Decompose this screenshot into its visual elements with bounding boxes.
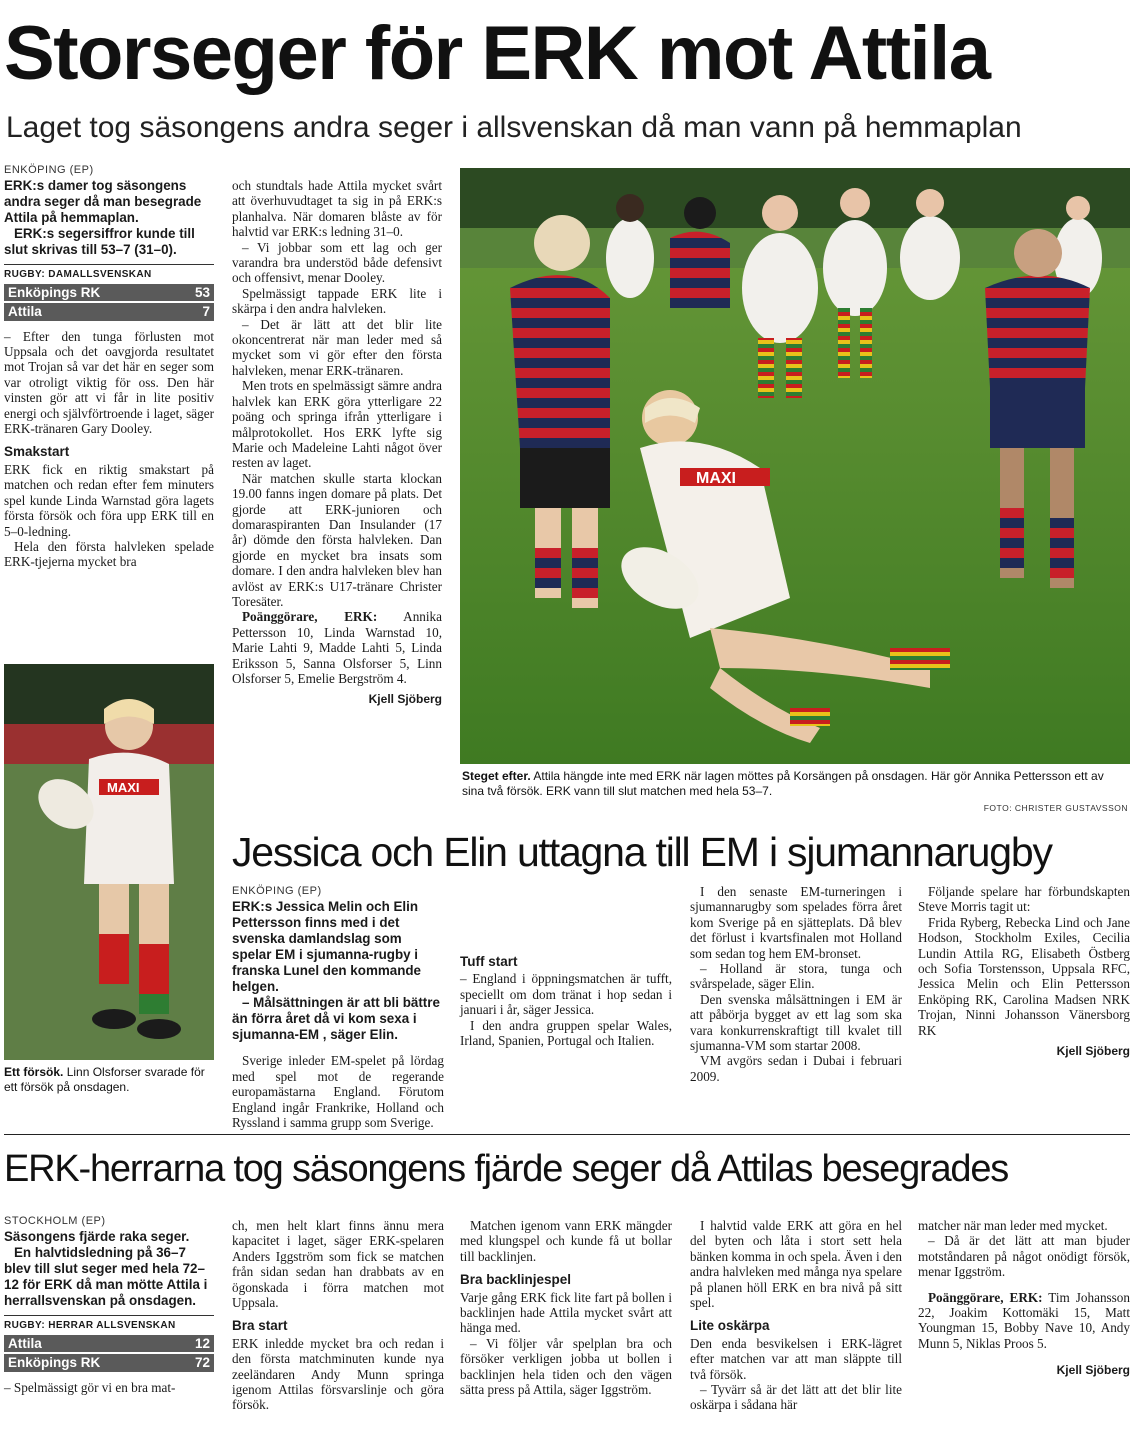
scorebox-label: RUGBY: DAMALLSVENSKAN [4, 264, 214, 283]
lead-paragraph: ERK:s damer tog säsongens andra seger då man besegrade Attila på hemmaplan. [4, 178, 202, 226]
body-paragraph: matcher när man leder med mycket. [918, 1218, 1108, 1233]
lead-text [232, 899, 444, 1043]
score-row [4, 303, 214, 320]
body-paragraph: och stundtals hade Attila mycket svårt att överhuvudtaget ta sig in på ERK:s planhalva. När domaren blåste av för halvtid var ERK:s ledning 31–0. [232, 178, 442, 240]
body-paragraph: – Det är lätt att det blir lite okoncentrerat när man leder med så mycket som vi gör efter den första halvleken, menar ERK-tränaren. [232, 316, 442, 378]
dateline: ENKÖPING (EP) [4, 164, 94, 176]
body-paragraph: – England i öppningsmatchen är tufft, speciellt om dom tränat i hop sedan i januari i år, säger Jessica. [460, 971, 672, 1018]
scorers-list: Tim Johansson 22, Joakim Kottomäki 15, Matt Youngman 15, Bobby Nave 10, Andy Munn 5, Niklas Proos 5. [918, 1289, 1130, 1351]
body-paragraph: – Spelmässigt gör vi en bra mat- [4, 1379, 176, 1395]
body-paragraph: – Vi följer vår spelplan bra och försöker verkligen jobba ut bollen i backlinjen hela tiden och den vägen sätta press på Attila, säger Iggström. [460, 1335, 672, 1398]
body-paragraph: I den senaste EM-turneringen i sjumannarugby som spelades förra året kom Sverige på en sjätteplats. Då blev det förlust i kvartsfinalen mot Holland som sedan tog hem EM-bronset. [690, 884, 902, 961]
scorebox [4, 264, 214, 320]
score-row [4, 1354, 214, 1371]
article3-column-5 [918, 1218, 1130, 1379]
body-paragraph: Sverige inleder EM-spelet på lördag med spel mot de regerande europamästarna England. Förutom England ingår Frankrike, Holland och Ryssland i samma grupp som Sverige. [232, 1053, 444, 1131]
lead-paragraph: En halvtidsledning på 36–7 blev till slut seger med hela 72–12 för ERK då man mötte Attila i herrallsvenskan på onsdagen. [4, 1245, 208, 1309]
dateline: STOCKHOLM (EP) [4, 1215, 106, 1227]
body-paragraph: Spelmässigt tappade ERK lite i skärpa i den andra halvleken. [232, 285, 442, 317]
body-paragraph: I den andra gruppen spelar Wales, Irland, Spanien, Portugal och Italien. [460, 1017, 672, 1049]
byline: Kjell Sjöberg [368, 692, 442, 707]
lead-text [4, 178, 214, 258]
scorers-list: Annika Pettersson 10, Linda Warnstad 10, Marie Lahti 9, Madde Lahti 5, Linda Eriksson 5, Sanna Olsforser 5, Linn Olsforser 5, Emelie Bergström 4. [232, 609, 442, 686]
body-paragraph: Frida Ryberg, Rebecka Lind och Jane Hodson, Stockholm Exiles, Cecilia Lundin Attila RG, Elisabeth Östberg och Sofia Torstensson, Uppsala RFC, Jessica Melin och Elin Pettersson Enköping RK, Carolina Madsen NRK Trojan, Ninni Johansson Vänersborg RK [918, 914, 1130, 1038]
article2-column-2 [460, 884, 672, 1048]
main-headline: Storseger för ERK mot Attila [4, 11, 990, 96]
caption-lead: Steget efter. [462, 769, 531, 783]
small-photo-caption [4, 1065, 216, 1095]
team-name: Enköpings RK [8, 284, 101, 300]
body-paragraph: – Tyvärr så är det lätt att det blir lite oskärpa i sådana här [690, 1382, 902, 1413]
subhead: Bra start [232, 1318, 288, 1334]
body-paragraph: ERK fick en riktig smakstart på matchen och redan efter fem minuters spel kunde Linda Warnstad göra lagets första försök och föra upp ERK till en 5–0-ledning. [4, 461, 214, 539]
body-paragraph: Hela den första halvleken spelade ERK-tjejerna mycket bra [4, 538, 214, 570]
caption-lead: Ett försök. [4, 1065, 64, 1079]
article3-column-4 [690, 1218, 902, 1413]
subhead: Lite oskärpa [690, 1318, 770, 1334]
scorers-label: Poänggörare, ERK: [928, 1289, 1043, 1305]
team-score: 7 [202, 304, 210, 320]
section-divider [4, 1134, 1130, 1135]
photo-credit: FOTO: CHRISTER GUSTAVSSON [983, 803, 1128, 813]
body-paragraph: Men trots en spelmässigt sämre andra halvlek kan ERK göra ytterligare 22 poäng och springa ifrån ytterligare i målprotokollet. Hos ERK lyfte sig Marie och Madeleine Lahti något över resten av laget. [232, 378, 442, 471]
caption-text: Attila hängde inte med ERK när lagen möttes på Korsängen på onsdagen. Här gör Annika Pettersson ett av sina två försök. ERK vann till slut matchen med hela 53–7. [462, 769, 1104, 798]
byline: Kjell Sjöberg [1056, 1363, 1130, 1378]
lead-paragraph: ERK:s Jessica Melin och Elin Pettersson finns med i det svenska damlandslag som spelar EM i sjumanna-rugby i franska Lunel den kommande helgen. [232, 899, 422, 995]
lead-paragraph: ERK:s segersiffror kunde till slut skrivas till 53–7 (31–0). [4, 226, 195, 258]
article2-column-4 [918, 884, 1130, 1059]
jersey-text: MAXI [696, 470, 736, 487]
lead-paragraph: Säsongens fjärde raka seger. [4, 1229, 190, 1245]
body-paragraph: Den svenska målsättningen i EM är att påbörja bygget av ett lag som ska vara konkurrenskraftigt till kvalet till sjumanna-VM som startar 2008. [690, 991, 902, 1054]
lead-text [4, 1229, 214, 1309]
body-paragraph: Matchen igenom vann ERK mängder med klungspel och kunde få ut bollar till backlinjen. [460, 1218, 672, 1264]
main-photo [460, 168, 1130, 764]
score-row [4, 1335, 214, 1352]
lead-paragraph: – Målsättningen är att bli bättre än förra året då vi kom sexa i sjumanna-EM , säger Elin. [232, 995, 440, 1043]
body-paragraph: – Holland är stora, tunga och svårspelade, säger Elin. [690, 961, 902, 992]
body-paragraph: ch, men helt klart finns ännu mera kapacitet i laget, säger ERK-spelaren Anders Iggström som fick se matchen från sidan sedan han drabbats av en ögonskada i förra matchen mot Uppsala. [232, 1218, 444, 1311]
subhead: Bra backlinjespel [460, 1272, 572, 1288]
score-row [4, 284, 214, 301]
main-photo-caption [462, 769, 1128, 799]
scorebox-label: RUGBY: HERRAR ALLSVENSKAN [4, 1315, 214, 1334]
article2-column-1 [232, 884, 444, 1130]
article1-column-2 [232, 178, 442, 708]
body-paragraph: – Vi jobbar som ett lag och ger varandra bra understöd både defensivt och offensivt, menar Dooley. [232, 239, 442, 286]
team-name: Attila [8, 1335, 42, 1351]
article3-column-3 [460, 1218, 672, 1397]
team-name: Attila [8, 304, 42, 320]
main-subheadline: Laget tog säsongens andra seger i allsvenskan då man vann på hemmaplan [6, 111, 1022, 144]
body-paragraph: – Efter den tunga förlusten mot Uppsala och det oavgjorda resultatet mot Trojan så var det här en seger som var otroligt viktig för oss. Den här vinsten gör att vi får in lite positiv energi och självförtroende i laget, säger ERK-tränaren Gary Dooley. [4, 328, 214, 437]
scorers-label: Poänggörare, ERK: [242, 609, 378, 625]
body-paragraph: När matchen skulle starta klockan 19.00 fanns ingen domare på plats. Det gjorde att ERK-junioren och domaraspiranten Dan Insulander (17 år) dömde den första halvleken. Dan gjorde en mycket bra insats som domare. I den andra halvleken blev han avlöst av ERK:s U17-tränare Christer Toresäter. [232, 470, 442, 609]
team-score: 72 [194, 1355, 210, 1371]
article3-column-2 [232, 1218, 444, 1413]
body-paragraph: I halvtid valde ERK att göra en hel del byten och låta i stort sett hela bänken komma in och spela. Även i den andra halvleken med många nya spelare på planen höll ERK en bra nivå på sitt spel. [690, 1218, 902, 1311]
scorebox [4, 1315, 214, 1371]
jersey-text: MAXI [107, 780, 140, 795]
body-paragraph: Följande spelare har förbundskapten Steve Morris tagit ut: [918, 884, 1130, 915]
rugby-player-photo [4, 664, 214, 1060]
article3-headline: ERK-herrarna tog säsongens fjärde seger då Attilas besegrades [4, 1148, 1009, 1190]
body-paragraph: ERK inledde mycket bra och redan i den första matchminuten kunde nya zeeländaren Andy Munn springa igenom Attilas försvarslinje och göra försök. [232, 1335, 444, 1413]
body-paragraph: Varje gång ERK fick lite fart på bollen i backlinjen hade Attila mycket svårt att hänga med. [460, 1289, 672, 1336]
article2-headline: Jessica och Elin uttagna till EM i sjumannarugby [232, 829, 1052, 875]
rugby-match-photo [460, 168, 1130, 764]
article2-column-3 [690, 884, 902, 1084]
article1-column-1 [4, 163, 214, 570]
team-score: 12 [194, 1335, 210, 1351]
scorers-paragraph [918, 1290, 1130, 1352]
article3-column-1 [4, 1214, 214, 1395]
team-name: Enköpings RK [8, 1355, 101, 1371]
body-paragraph: VM avgörs sedan i Dubai i februari 2009. [690, 1053, 902, 1084]
dateline: ENKÖPING (EP) [232, 885, 322, 897]
byline: Kjell Sjöberg [1056, 1044, 1130, 1059]
subhead: Smakstart [4, 444, 70, 460]
small-photo [4, 664, 214, 1060]
caption-text: Linn Olsforser svarade för ett försök på onsdagen. [4, 1065, 205, 1094]
scorers-paragraph [232, 609, 442, 686]
body-paragraph: Den enda besvikelsen i ERK-lägret efter matchen var att man släppte till två försök. [690, 1335, 902, 1382]
team-score: 53 [194, 284, 210, 300]
body-paragraph: – Då är det lätt att man bjuder motståndaren på något onödigt försök, menar Iggström. [918, 1233, 1130, 1280]
subhead: Tuff start [460, 954, 518, 969]
